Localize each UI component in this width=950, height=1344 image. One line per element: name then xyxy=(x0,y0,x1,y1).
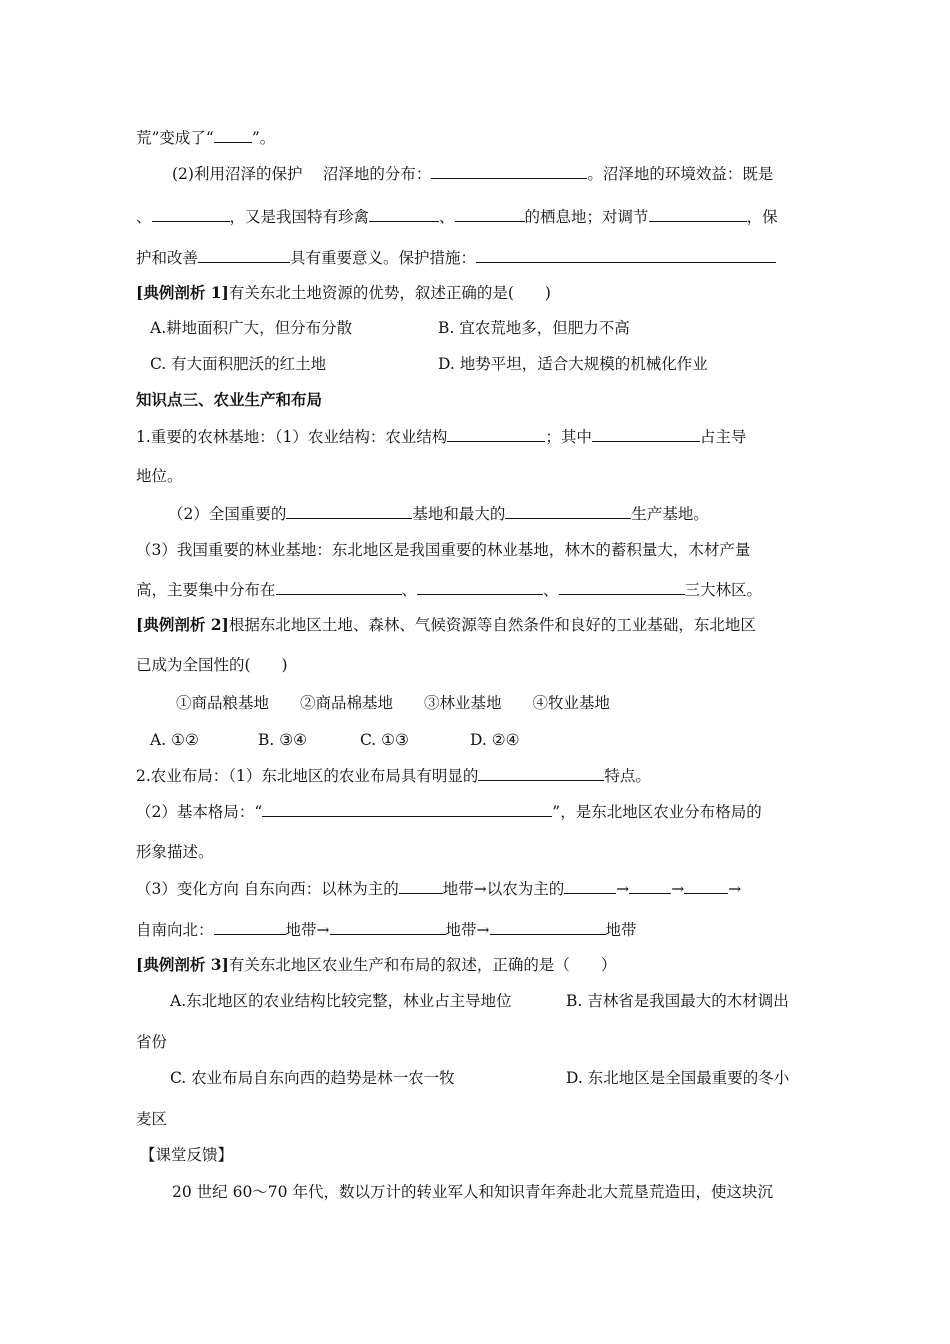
text: 、 xyxy=(543,581,559,599)
text: 基地和最大的 xyxy=(412,505,506,523)
line-4 xyxy=(136,247,816,268)
text: 生产基地。 xyxy=(631,505,709,523)
option-a: A.耕地面积广大，但分布分散 xyxy=(150,319,353,337)
text: 有关东北土地资源的优势，叙述正确的是( ) xyxy=(228,284,551,302)
blank[interactable] xyxy=(369,206,439,222)
blank[interactable] xyxy=(649,206,747,222)
option-c: C. ①③ xyxy=(360,731,409,749)
text: 特点。 xyxy=(604,767,651,785)
blank[interactable] xyxy=(286,503,412,519)
blank[interactable] xyxy=(476,247,776,263)
text: （3）变化方向 自东向西：以林为主的 xyxy=(136,880,399,898)
text: 荒”变成了“ xyxy=(136,129,214,147)
example-2-question xyxy=(136,615,816,635)
text: 占主导 xyxy=(699,428,747,446)
text: ，又是我国特有珍禽 xyxy=(229,208,370,226)
text: (2)利用沼泽的保护 沼泽地的分布： xyxy=(172,165,432,183)
text: 、 xyxy=(136,208,152,226)
blank[interactable] xyxy=(417,579,543,595)
blank[interactable] xyxy=(214,919,286,935)
text: 根据东北地区土地、森林、气候资源等自然条件和良好的工业基础，东北地区 xyxy=(228,616,756,634)
example-1-question xyxy=(136,283,816,303)
example-2-heading: [典例剖析 2] xyxy=(136,615,229,634)
text: ；其中 xyxy=(545,428,592,446)
option-d: D. 地势平坦，适合大规模的机械化作业 xyxy=(438,355,708,373)
blank[interactable] xyxy=(490,919,606,935)
text: ”。 xyxy=(251,129,276,147)
blank[interactable] xyxy=(431,163,587,179)
line-p2 xyxy=(168,503,816,524)
text: ，保 xyxy=(746,208,778,226)
blank[interactable] xyxy=(447,426,545,442)
text: 高，主要集中分布在 xyxy=(136,581,276,599)
feedback-heading: 【课堂反馈】 xyxy=(140,1146,234,1164)
blank[interactable] xyxy=(330,919,446,935)
option-a: A. ①② xyxy=(150,731,199,749)
text: 三大林区。 xyxy=(684,581,763,599)
text: 。沼泽地的环境效益：既是 xyxy=(587,165,774,183)
blank[interactable] xyxy=(478,765,604,781)
text: ”，是东北地区农业分布格局的 xyxy=(552,803,762,821)
text: 、 xyxy=(439,208,455,226)
blank[interactable] xyxy=(276,579,402,595)
line-1 xyxy=(136,127,816,148)
text: → xyxy=(671,880,685,898)
text: → xyxy=(616,880,630,898)
example-2-question-cont: 已成为全国性的( ) xyxy=(136,656,288,674)
option-d: D. ②④ xyxy=(470,731,520,749)
blank[interactable] xyxy=(399,878,443,894)
line-p3-cont xyxy=(136,579,816,600)
blank[interactable] xyxy=(214,127,252,143)
blank[interactable] xyxy=(564,878,616,894)
option-b: B. 吉林省是我国最大的木材调出 xyxy=(566,992,789,1010)
blank[interactable] xyxy=(592,426,700,442)
line-q3-cont: 形象描述。 xyxy=(136,843,214,861)
option-d: D. 东北地区是全国最重要的冬小 xyxy=(566,1069,790,1087)
option-b: B. ③④ xyxy=(258,731,308,749)
section-heading: 知识点三、农业生产和布局 xyxy=(136,390,323,409)
blank[interactable] xyxy=(455,206,525,222)
text: 自南向北： xyxy=(136,921,214,939)
blank[interactable] xyxy=(152,206,230,222)
text: 具有重要意义。保护措施： xyxy=(290,249,477,267)
option-d-cont: 麦区 xyxy=(136,1110,168,1128)
example-2-items: ①商品粮基地 ②商品棉基地 ③林业基地 ④牧业基地 xyxy=(176,694,611,712)
text: （2）全国重要的 xyxy=(168,505,287,523)
text: 地带→ xyxy=(445,921,490,939)
option-b-cont: 省份 xyxy=(136,1033,168,1051)
feedback-paragraph: 20 世纪 60～70 年代，数以万计的转业军人和知识青年奔赴北大荒垦荒造田，使这块沉 xyxy=(172,1183,773,1201)
example-3-question xyxy=(136,955,816,975)
option-a: A.东北地区的农业结构比较完整，林业占主导地位 xyxy=(170,992,512,1010)
text: 有关东北地区农业生产和布局的叙述，正确的是（ ） xyxy=(228,956,617,974)
text: → xyxy=(728,880,742,898)
example-3-heading: [典例剖析 3] xyxy=(136,955,229,974)
line-q2 xyxy=(136,765,816,786)
text: 地带→ xyxy=(285,921,330,939)
text: 1.重要的农林基地：（1）农业结构：农业结构 xyxy=(136,428,448,446)
blank[interactable] xyxy=(262,801,552,817)
option-b: B. 宜农荒地多，但肥力不高 xyxy=(438,319,630,337)
text: 的栖息地；对调节 xyxy=(524,208,649,226)
line-p1 xyxy=(136,426,816,447)
line-q4 xyxy=(136,878,816,899)
text: 2.农业布局：（1）东北地区的农业布局具有明显的 xyxy=(136,767,479,785)
line-p3: （3）我国重要的林业基地：东北地区是我国重要的林业基地，林木的蓄积量大，木材产量 xyxy=(136,541,751,559)
blank[interactable] xyxy=(505,503,631,519)
text: 护和改善 xyxy=(136,249,199,267)
blank[interactable] xyxy=(629,878,671,894)
option-c: C. 有大面积肥沃的红土地 xyxy=(150,355,327,373)
text: 地带→以农为主的 xyxy=(442,880,565,898)
line-p1-cont: 地位。 xyxy=(136,467,183,485)
blank[interactable] xyxy=(198,247,290,263)
example-1-heading: [典例剖析 1] xyxy=(136,283,229,302)
line-q5 xyxy=(136,919,816,940)
text: 、 xyxy=(401,581,418,599)
blank[interactable] xyxy=(559,579,685,595)
text: （2）基本格局：“ xyxy=(136,803,263,821)
line-q3 xyxy=(136,801,816,822)
option-c: C. 农业布局自东向西的趋势是林一农一牧 xyxy=(170,1069,455,1087)
line-2 xyxy=(172,163,816,184)
line-3 xyxy=(136,206,816,227)
blank[interactable] xyxy=(684,878,728,894)
text: 地带 xyxy=(605,921,637,939)
